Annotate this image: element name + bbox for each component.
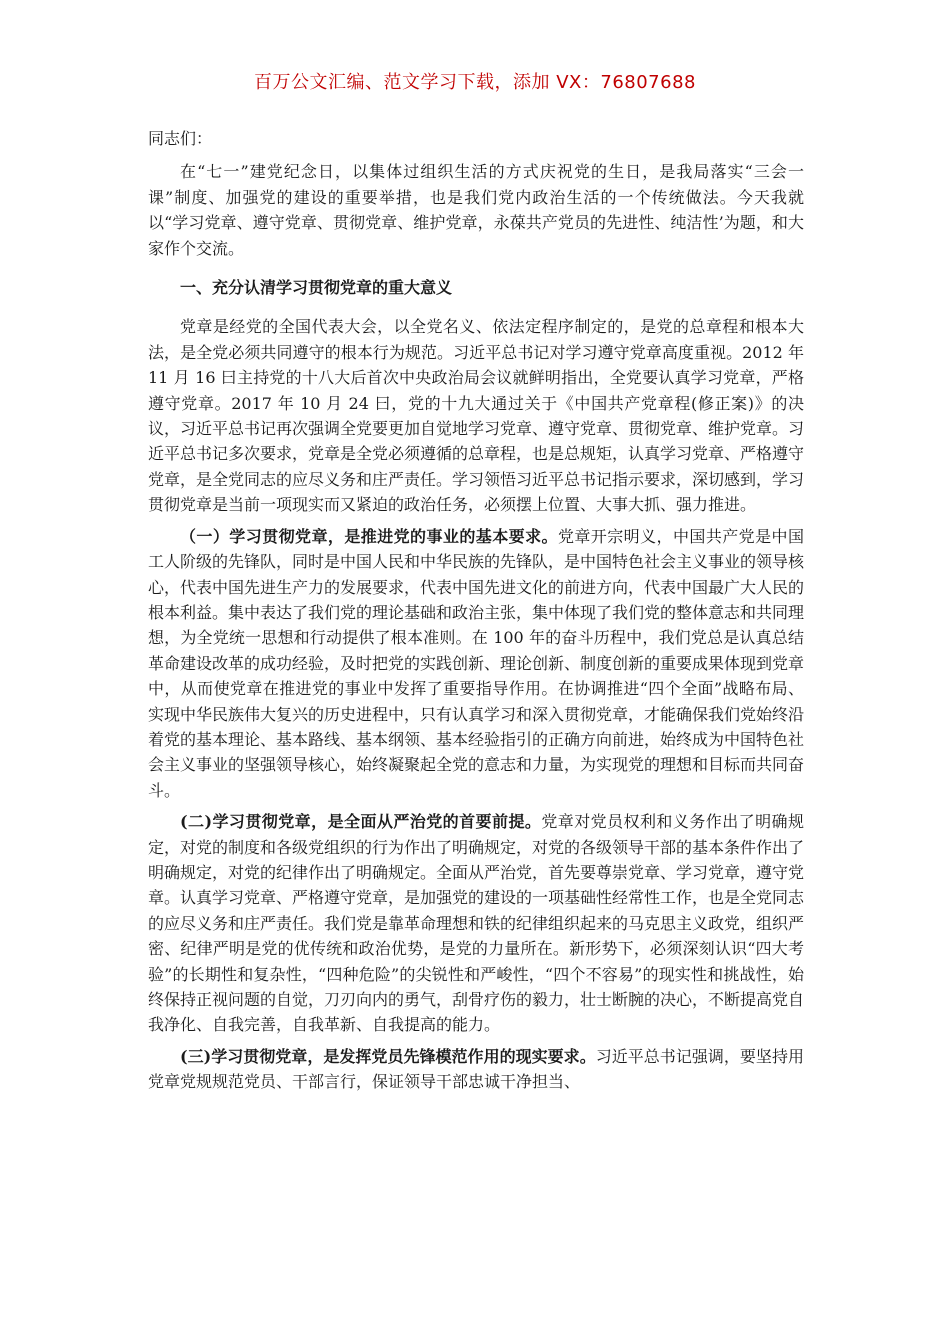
point-1-lead: （一）学习贯彻党章，是推进党的事业的基本要求。 xyxy=(180,526,558,546)
download-banner: 百万公文汇编、范文学习下载，添加 VX：76807688 xyxy=(254,72,696,93)
point-3-lead: (三)学习贯彻党章，是发挥党员先锋模范作用的现实要求。 xyxy=(180,1046,596,1066)
section-paragraph: 党章是经党的全国代表大会，以全党名义、依法定程序制定的，是党的总章程和根本大法，是全党必须共同遵守的根本行为规范。习近平总书记对学习遵守党章高度重视。2012 年 11 月 16 曰主持党的十八大后首次中央政治局会议就鲜明指出，全党要认真学习党章，严格遵守党章。2017 年 10 月 24 曰，党的十九大通过关于《中国共产党章程(修正案)》的决议，习近平总书记再次强调全党要更加自觉地学习党章、遵守党章、贯彻党章、维护党章。习近平总书记多次要求，党章是全党必须遵循的总章程，也是总规矩，认真学习党章、严格遵守党章，是全党同志的应尽义务和庄严责任。学习领悟习近平总书记指示要求，深切感到，学习贯彻党章是当前一项现实而又紧迫的政治任务，必须摆上位置、大事大抓、强力推进。 xyxy=(148,317,805,515)
intro-paragraph: 在“七一”建党纪念日，以集体过组织生活的方式庆祝党的生日，是我局落实“三会一课”制度、加强党的建设的重要举措，也是我们党内政治生活的一个传统做法。今天我就以“学习党章、遵守党章、贯彻党章、维护党章，永葆共产党员的先进性、纯洁性’为题，和大家作个交流。 xyxy=(148,162,804,258)
greeting: 同志们： xyxy=(148,129,213,148)
point-2-lead: (二)学习贯彻党章，是全面从严治党的首要前提。 xyxy=(180,812,542,832)
section-heading: 一、充分认清学习贯彻党章的重大意义 xyxy=(180,278,453,298)
point-paragraph-1 xyxy=(148,524,804,803)
point-paragraph-3 xyxy=(148,1044,804,1095)
document-body xyxy=(148,126,804,1101)
point-paragraph-2 xyxy=(148,809,804,1038)
point-2-body: 党章对党员权利和义务作出了明确规定，对党的制度和各级党组织的行为作出了明确规定，对党的各级领导干部的基本条件作出了明确规定，对党的纪律作出了明确规定。全面从严治党，首先要尊崇党章、学习党章，遵守党章。认真学习党章、严格遵守党章，是加强党的建设的一项基础性经常性工作，也是全党同志的应尽义务和庄严责任。我们党是靠革命理想和铁的纪律组织起来的马克思主义政党，组织严密、纪律严明是党的优传统和政治优势，是党的力量所在。新形势下，必须深刻认识“四大考验”的长期性和复杂性，“四种危险”的尖锐性和严峻性，“四个不容易”的现实性和挑战性，始终保持正视问题的自觉，刀刃向内的勇气，刮骨疗伤的毅力，壮士断腕的决心，不断提高党自我净化、自我完善，自我革新、自我提高的能力。 xyxy=(148,812,805,1035)
point-3-body: 习近平总书记强调，要坚持用党章党规规范党员、干部言行，保证领导干部忠诚干净担当、 xyxy=(148,1046,804,1092)
point-1-body: 党章开宗明义，中国共产党是中国工人阶级的先锋队，同时是中国人民和中华民族的先锋队，是中国特色社会主义事业的领导核心，代表中国先进生产力的发展要求，代表中国先进文化的前进方向，代表中国最广大人民的根本利益。集中表达了我们党的理论基础和政治主张，集中体现了我们党的整体意志和共同理想，为全党统一思想和行动提供了根本准则。在 100 年的奋斗历程中，我们党总是认真总结革命建设改革的成功经验，及时把党的实践创新、理论创新、制度创新的重要成果体现到党章中，从而使党章在推进党的事业中发挥了重要指导作用。在协调推进“四个全面”战略布局、实现中华民族伟大复兴的历史进程中，只有认真学习和深入贯彻党章，才能确保我们党始终沿着党的基本理论、基本路线、基本纲领、基本经验指引的正确方向前进，始终成为中国特色社会主义事业的坚强领导核心，始终凝聚起全党的意志和力量，为实现党的理想和目标而共同奋斗。 xyxy=(148,526,805,800)
